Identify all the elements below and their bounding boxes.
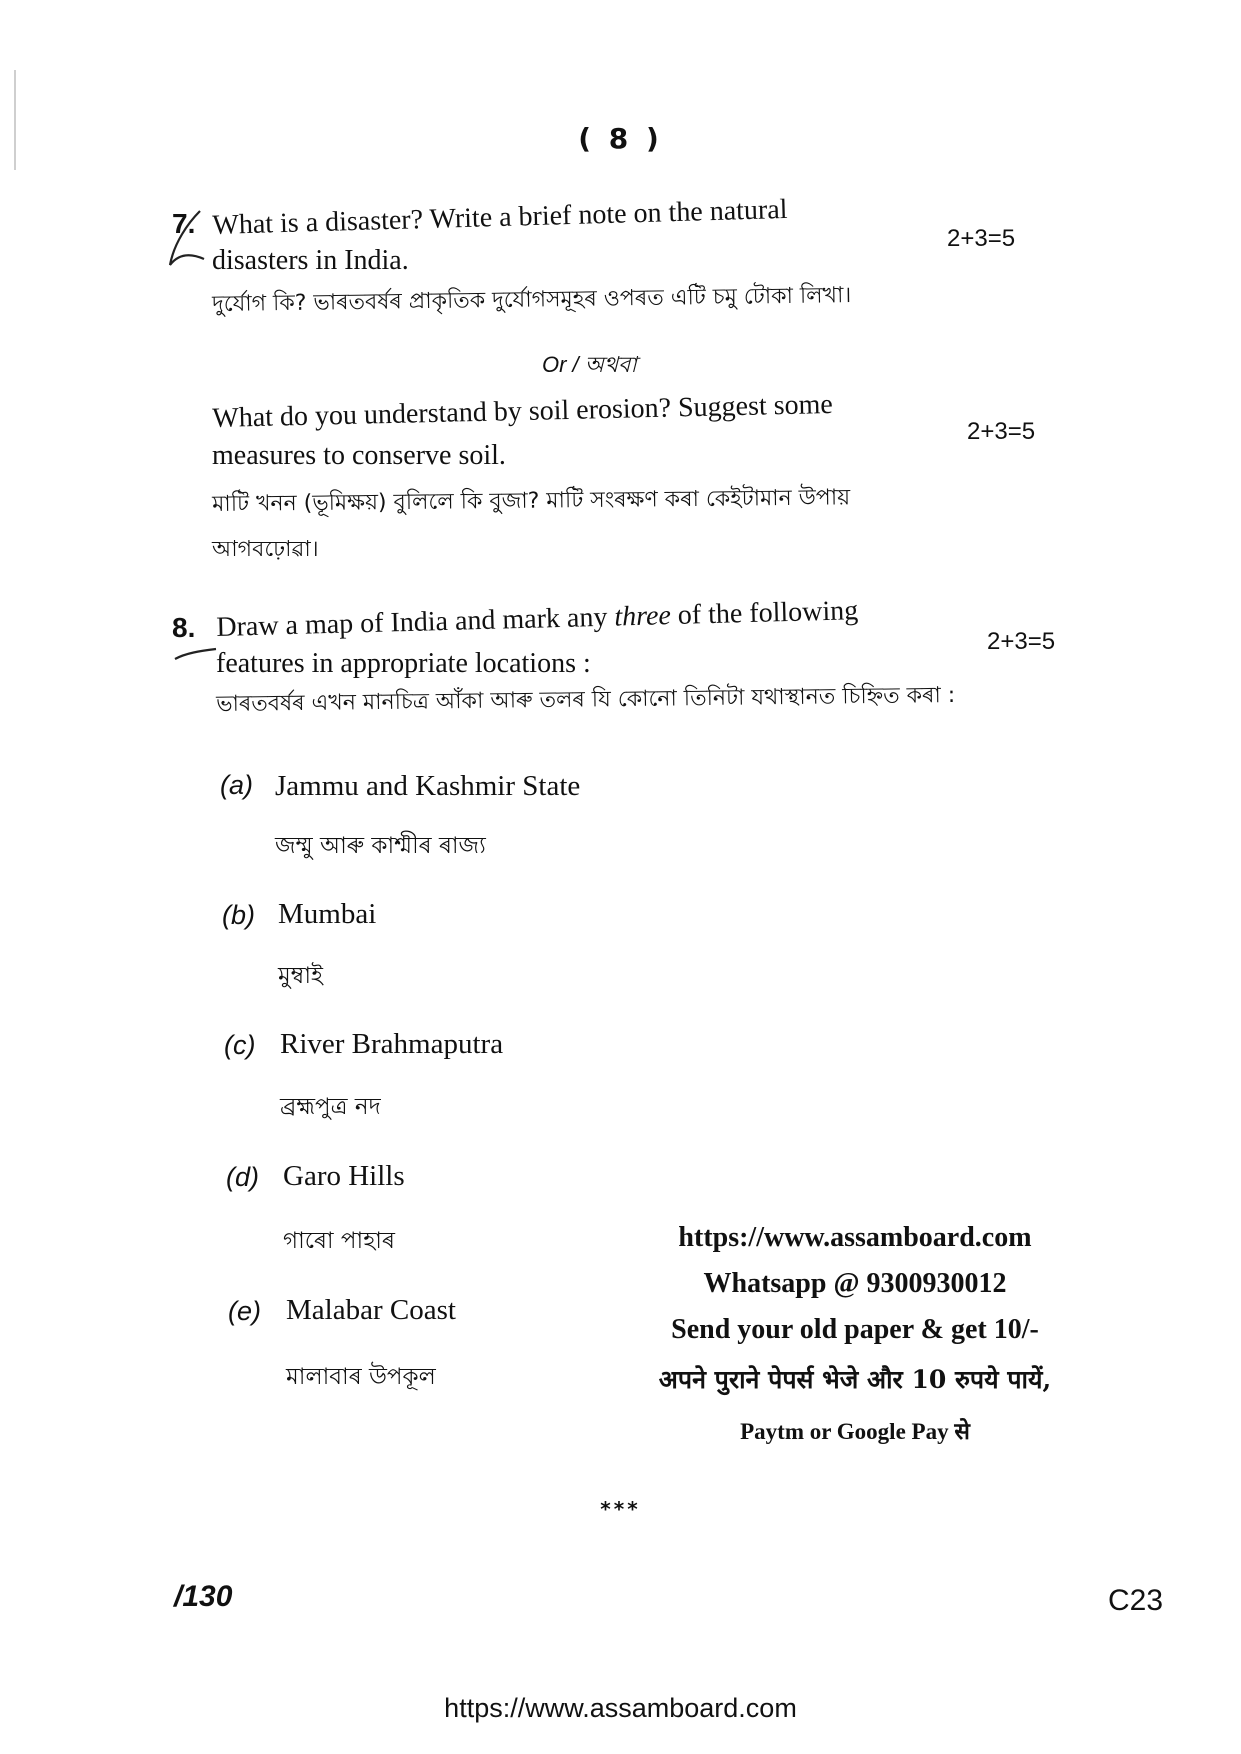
question-7-number: 7. bbox=[172, 208, 196, 239]
option-c-text: River Brahmaputra bbox=[280, 1028, 504, 1060]
promo-pay: Paytm or Google Pay से bbox=[740, 1419, 970, 1444]
question-8-assamese: ভাৰতবৰ্ষৰ এখন মানচিত্ৰ আঁকা আৰু তলৰ যি কোনো তিনিটা যথাস্থানত চিহ্নিত কৰা : bbox=[216, 682, 956, 717]
question-8-line1 bbox=[216, 595, 859, 644]
question-7-alt-line2: measures to conserve soil. bbox=[212, 440, 506, 471]
promo-whatsapp: Whatsapp @ 9300930012 bbox=[703, 1268, 1007, 1299]
question-8-line2: features in appropriate locations : bbox=[216, 648, 591, 679]
option-e-text: Malabar Coast bbox=[286, 1294, 456, 1326]
or-label: Or / অথবা bbox=[542, 352, 637, 377]
footer-code-left: /130 bbox=[174, 1580, 233, 1613]
footer-url: https://www.assamboard.com bbox=[444, 1693, 797, 1723]
pen-tick-mark-icon bbox=[160, 205, 208, 275]
question-8-line1-post: of the following bbox=[677, 595, 859, 631]
question-7-line1: What is a disaster? Write a brief note on the natural bbox=[212, 193, 788, 241]
option-e-label: (e) bbox=[228, 1296, 261, 1326]
footer-code-right: C23 bbox=[1108, 1584, 1164, 1617]
option-b-label: (b) bbox=[222, 900, 255, 930]
page-number: ( 8 ) bbox=[578, 122, 663, 155]
promo-send: Send your old paper & get 10/- bbox=[671, 1314, 1039, 1345]
option-a-assamese: জম্মু আৰু কাশ্মীৰ ৰাজ্য bbox=[275, 833, 486, 859]
question-7-alt-line1: What do you understand by soil erosion? Suggest some bbox=[212, 388, 834, 434]
question-7-alt-marks: 2+3=5 bbox=[967, 418, 1036, 445]
option-e-assamese: মালাবাৰ উপকূল bbox=[286, 1364, 436, 1390]
question-7-alt-assamese-line1: মাটি খনন (ভূমিক্ষয়) বুলিলে কি বুজা? মাটি সংৰক্ষণ কৰা কেইটামান উপায় bbox=[212, 485, 851, 517]
question-8-line1-emphasis: three bbox=[613, 600, 672, 633]
promo-hindi: अपने पुराने पेपर्स भेजे और 10 रुपये पायें, bbox=[658, 1365, 1052, 1394]
question-8-marks: 2+3=5 bbox=[987, 628, 1056, 655]
option-a-text: Jammu and Kashmir State bbox=[275, 770, 581, 802]
option-d-label: (d) bbox=[226, 1162, 259, 1192]
question-8-number: 8. bbox=[172, 612, 196, 643]
end-mark: *** bbox=[600, 1497, 641, 1521]
option-d-assamese: গাৰো পাহাৰ bbox=[283, 1228, 395, 1254]
pen-dash-mark-icon bbox=[172, 645, 220, 665]
option-d-text: Garo Hills bbox=[283, 1160, 405, 1192]
option-c-label: (c) bbox=[224, 1030, 256, 1060]
margin-line bbox=[14, 70, 16, 170]
question-7-marks: 2+3=5 bbox=[947, 225, 1016, 252]
option-b-text: Mumbai bbox=[278, 898, 377, 930]
promo-url: https://www.assamboard.com bbox=[678, 1222, 1032, 1253]
question-7-line2: disasters in India. bbox=[212, 245, 409, 276]
question-7-alt-assamese-line2: আগবঢ়োৱা। bbox=[212, 537, 319, 562]
option-a-label: (a) bbox=[220, 770, 253, 800]
option-c-assamese: ব্ৰহ্মপুত্ৰ নদ bbox=[280, 1094, 381, 1120]
option-b-assamese: মুম্বাই bbox=[278, 963, 323, 989]
question-7-assamese: দুৰ্যোগ কি? ভাৰতবৰ্ষৰ প্ৰাকৃতিক দুৰ্যোগসমূহৰ ওপৰত এটি চমু টোকা লিখা। bbox=[212, 283, 852, 317]
question-8-line1-pre: Draw a map of India and mark any bbox=[216, 601, 608, 643]
